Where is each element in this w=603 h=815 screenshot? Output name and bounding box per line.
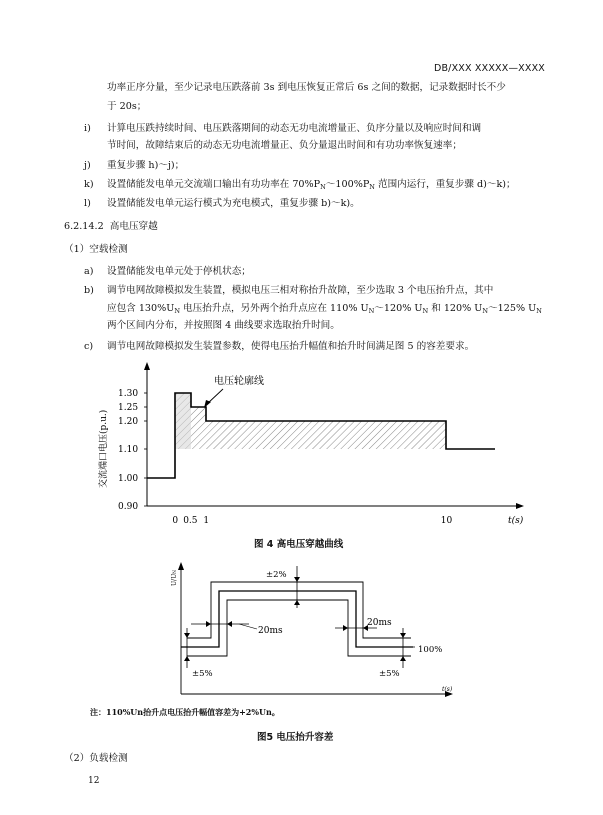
arrow-up <box>184 656 190 661</box>
step-k-text <box>107 178 516 194</box>
step-c-text: 调节电网故障模拟发生装置参数，使得电压抬升幅值和抬升时间满足图 5 的容差要求。 <box>107 341 475 352</box>
figure-4-high-voltage-ride-through-chart <box>90 360 530 532</box>
step-b-line-2-part-c: ～120% U <box>374 303 423 314</box>
step-c-label: c) <box>84 341 94 352</box>
subscript-n: N <box>174 307 181 315</box>
note-text: 110%Un抬升点电压抬升幅值容差为+2%Un。 <box>106 707 280 717</box>
y-tick-label: 1.20 <box>118 417 139 427</box>
label-20ms-left: 20ms <box>258 626 283 636</box>
label-5pct-right: ±5% <box>379 669 400 679</box>
subsection-load: （2）负载检测 <box>64 753 128 764</box>
step-i-line-2: 节时间，故障结束后的动态无功电流增量正、负分量退出时间和有功功率恢复速率； <box>107 140 462 151</box>
step-b-line-2-part-d: 和 120% U <box>428 303 483 314</box>
step-l-label: l) <box>84 198 91 209</box>
step-b-line-2-part-a: 应包含 130%U <box>107 303 175 314</box>
step-b-label: b) <box>84 285 94 296</box>
arrow-down <box>184 633 190 638</box>
arrow-right <box>206 621 211 627</box>
step-b-line-2-part-e: ～125% U <box>488 303 537 314</box>
label-20ms-right: 20ms <box>367 618 392 628</box>
step-j-label: j) <box>84 160 91 171</box>
figure-5-title: 图5 电压抬升容差 <box>257 732 334 743</box>
step-j-text: 重复步骤 h)～j)； <box>107 160 185 171</box>
section-heading <box>64 220 158 234</box>
y-tick-label: 1.10 <box>118 445 139 455</box>
label-2pct: ±2% <box>266 570 287 580</box>
y-axis-arrow <box>178 562 184 570</box>
arrow-left <box>227 621 232 627</box>
note-label: 注： <box>90 707 106 717</box>
subscript-n: N <box>422 307 429 315</box>
subscript-n: N <box>369 183 375 191</box>
label-leader-left <box>239 624 257 629</box>
y-tick-label: 1.30 <box>118 389 139 399</box>
step-i-line-1: 计算电压跌持续时间、电压跌落期间的动态无功电流增量正、负序分量以及响应时间和调 <box>107 123 482 134</box>
step-a-text: 设置储能发电单元处于停机状态； <box>107 266 251 277</box>
label-100pct: 100% <box>418 645 443 655</box>
step-k-part-2: ～100%P <box>325 179 370 190</box>
arrow-up <box>294 600 300 605</box>
subscript-n: N <box>536 307 542 315</box>
shaded-peak-band <box>175 393 191 449</box>
y-axis-arrow <box>144 362 150 370</box>
step-l-text: 设置储能发电单元运行模式为充电模式，重复步骤 b)～k)。 <box>107 198 360 209</box>
y-tick-label: 1.00 <box>118 474 139 484</box>
subscript-n: N <box>320 183 326 191</box>
y-tick-label: 0.90 <box>118 502 139 512</box>
arrow-right <box>343 625 348 631</box>
step-b-line-1: 调节电网故障模拟发生装置，模拟电压三相对称抬升故障，至少选取 3 个电压抬升点，其中 <box>107 285 494 296</box>
y-axis-label: U/UN <box>171 569 178 586</box>
x-tick-label: 0 <box>172 516 179 526</box>
section-number: 6.2.14.2 <box>64 221 104 232</box>
x-tick-label: 1 <box>203 516 210 526</box>
figure-5-voltage-rise-tolerance-diagram <box>165 558 465 700</box>
document-code: DB/XXX XXXXX—XXXX <box>433 63 545 74</box>
figure-4-title: 图 4 高电压穿越曲线 <box>254 539 344 550</box>
y-axis-label: 交流端口电压(p.u.) <box>99 409 109 488</box>
intro-line-2: 于 20s； <box>107 101 147 112</box>
figure-note <box>90 707 280 718</box>
y-tick-label: 1.25 <box>118 403 139 413</box>
x-axis-label: t(s) <box>508 516 524 526</box>
step-a-label: a) <box>84 266 94 277</box>
step-k-label: k) <box>84 179 94 190</box>
arrow-down <box>400 633 406 638</box>
profile-annotation: 电压轮廓线 <box>214 376 264 387</box>
x-axis-label: t(s) <box>442 686 453 693</box>
intro-line-1: 功率正序分量，至少记录电压跌落前 3s 到电压恢复正常后 6s 之间的数据，记录数据时长不少 <box>107 82 506 93</box>
section-title: 高电压穿越 <box>109 221 158 232</box>
x-tick-label: 0.5 <box>183 516 198 526</box>
step-b-line-3: 两个区间内分布，并按照图 4 曲线要求选取抬升时间。 <box>107 320 340 331</box>
step-k-part-3: 范围内运行，重复步骤 d)～k)； <box>374 179 516 190</box>
step-i-label: i) <box>84 123 91 134</box>
arrow-up <box>400 656 406 661</box>
page-number: 12 <box>88 776 100 786</box>
step-b-line-2-part-b: 电压抬升点，另外两个抬升点应在 110% U <box>180 303 369 314</box>
subscript-n: N <box>482 307 489 315</box>
step-k-part-1: 设置储能发电单元交流端口输出有功功率在 70%P <box>107 179 321 190</box>
label-5pct-left: ±5% <box>192 669 213 679</box>
x-axis-arrow <box>516 503 524 509</box>
subsection-no-load: （1）空载检测 <box>64 244 128 255</box>
step-b-line-2 <box>107 302 542 318</box>
subscript-n: N <box>368 307 375 315</box>
x-tick-label: 10 <box>440 516 453 526</box>
arrow-down <box>294 577 300 582</box>
